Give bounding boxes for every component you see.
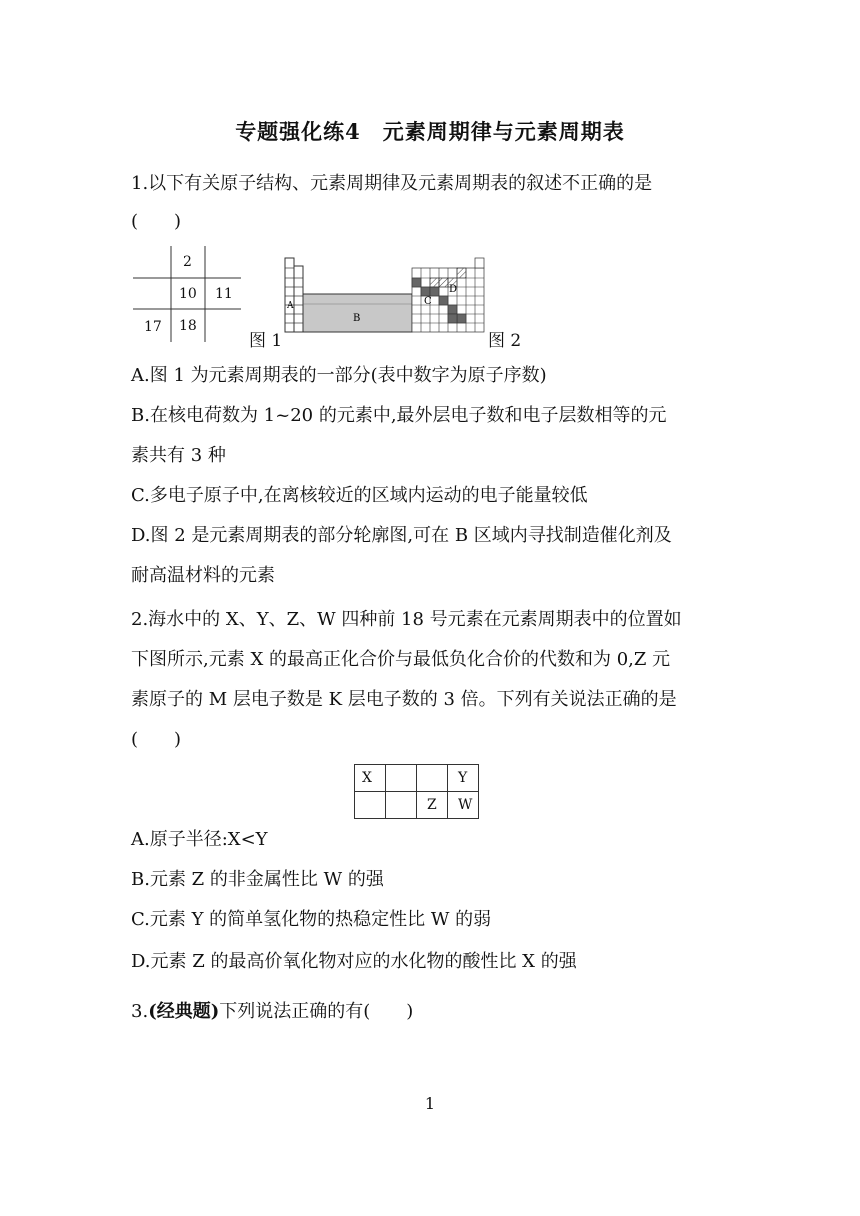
q1-stem: 1.以下有关原子结构、元素周期律及元素周期表的叙述不正确的是: [131, 173, 653, 194]
figure-2-label: 图 2: [488, 331, 522, 351]
q1-option-d: D.图 2 是元素周期表的部分轮廓图,可在 B 区域内寻找制造催化剂及: [131, 525, 672, 546]
q2-stem-line2: 下图所示,元素 X 的最高正化合价与最低负化合价的代数和为 0,Z 元: [131, 649, 671, 670]
fig1-cell: 11: [215, 286, 233, 302]
fig2-region-b: B: [353, 313, 361, 324]
q2-stem-line1: 2.海水中的 X、Y、Z、W 四种前 18 号元素在元素周期表中的位置如: [131, 609, 682, 630]
q2-answer-paren: ( ): [131, 729, 182, 750]
figure-1: [133, 246, 243, 348]
figure-2-outline: [283, 256, 493, 334]
q2-option-b: B.元素 Z 的非金属性比 W 的强: [131, 869, 384, 890]
fig2-region-d: D: [449, 284, 458, 295]
figure-2: [283, 256, 493, 338]
q2-cell-x: X: [362, 770, 372, 786]
q3-stem: 下列说法正确的有( ): [219, 1001, 414, 1022]
q1-option-b: B.在核电荷数为 1~20 的元素中,最外层电子数和电子层数相等的元: [131, 405, 667, 426]
fig2-region-c: C: [424, 296, 432, 307]
q1-option-b-cont: 素共有 3 种: [131, 445, 226, 466]
fig1-cell: 10: [179, 286, 197, 302]
page-title: 专题强化练4 元素周期律与元素周期表: [235, 119, 625, 144]
q2-cell-w: W: [458, 797, 473, 813]
q1-option-c: C.多电子原子中,在离核较近的区域内运动的电子能量较低: [131, 485, 588, 506]
q2-option-a: A.原子半径:X<Y: [131, 829, 268, 850]
q2-option-c: C.元素 Y 的简单氢化物的热稳定性比 W 的弱: [131, 909, 492, 930]
figure-1-label: 图 1: [249, 331, 283, 351]
q2-cell-y: Y: [458, 770, 468, 786]
q3-stem-line: [131, 1000, 413, 1024]
fig1-cell: 18: [179, 318, 197, 334]
q2-option-d: D.元素 Z 的最高价氧化物对应的水化物的酸性比 X 的强: [131, 951, 577, 972]
q1-option-a: A.图 1 为元素周期表的一部分(表中数字为原子序数): [131, 365, 547, 386]
q3-number: 3.: [131, 1001, 149, 1022]
q2-cell-z: Z: [427, 797, 437, 813]
fig2-region-a: A: [287, 301, 294, 311]
fig1-cell: 17: [144, 319, 162, 335]
q1-answer-paren: ( ): [131, 211, 182, 232]
q3-classic-tag: (经典题): [148, 1001, 220, 1022]
fig1-cell: 2: [183, 254, 192, 270]
q1-option-d-cont: 耐高温材料的元素: [131, 565, 275, 586]
q2-element-table: [354, 764, 480, 824]
q2-stem-line3: 素原子的 M 层电子数是 K 层电子数的 3 倍。下列有关说法正确的是: [131, 689, 677, 710]
page-number: 1: [424, 1094, 436, 1113]
